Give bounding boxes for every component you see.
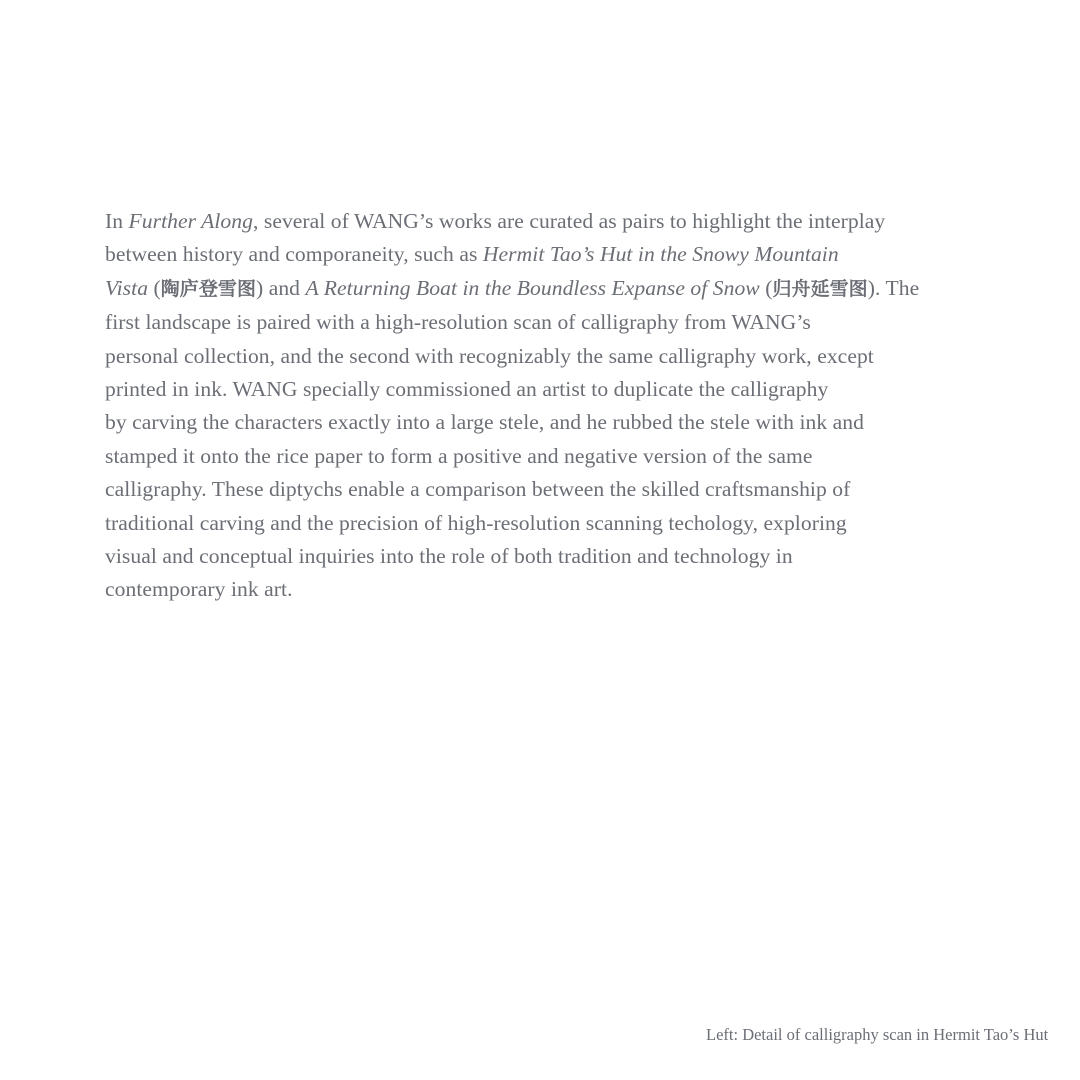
- artwork-title: Hermit Tao’s Hut in the Snowy Mountain: [482, 242, 839, 267]
- exhibition-title: Further Along: [128, 209, 253, 233]
- image-caption: Left: Detail of calligraphy scan in Hermit Tao’s Hut: [706, 1025, 1049, 1044]
- paragraph-line: [105, 238, 1015, 271]
- text-run: (: [759, 275, 773, 300]
- paragraph-line: traditional carving and the precision of high-resolution scanning techology, exploring: [105, 510, 847, 535]
- paragraph-line: personal collection, and the second with recognizably the same calligraphy work, except: [105, 343, 874, 368]
- paragraph-line: [105, 272, 1015, 306]
- paragraph-line: calligraphy. These diptychs enable a comparison between the skilled craftsmanship of: [105, 477, 851, 502]
- paragraph-line: by carving the characters exactly into a large stele, and he rubbed the stele with ink and: [105, 410, 864, 435]
- chinese-title: 归舟延雪图: [772, 277, 868, 300]
- body-paragraph: [105, 205, 1015, 607]
- text-run: between history and comporaneity, such as: [105, 242, 483, 267]
- paragraph-line: stamped it onto the rice paper to form a positive and negative version of the same: [105, 443, 813, 468]
- text-run: ). The: [867, 275, 920, 300]
- chinese-title: 陶庐登雪图: [160, 277, 257, 300]
- text-run: ) and: [256, 275, 306, 300]
- paragraph-line: visual and conceptual inquiries into the role of both tradition and technology in: [105, 544, 793, 569]
- paragraph-line: contemporary ink art.: [105, 577, 293, 602]
- text-run: (: [148, 275, 161, 300]
- paragraph-line: printed in ink. WANG specially commissioned an artist to duplicate the calligraphy: [105, 377, 829, 402]
- text-run: In: [105, 209, 129, 233]
- paragraph-line: [105, 205, 1015, 238]
- paragraph-line: first landscape is paired with a high-resolution scan of calligraphy from WANG’s: [105, 310, 811, 335]
- text-run: , several of WANG’s works are curated as pairs to highlight the interplay: [252, 209, 886, 233]
- artwork-title: Vista: [105, 275, 149, 300]
- artwork-title: A Returning Boat in the Boundless Expanse of Snow: [305, 275, 760, 300]
